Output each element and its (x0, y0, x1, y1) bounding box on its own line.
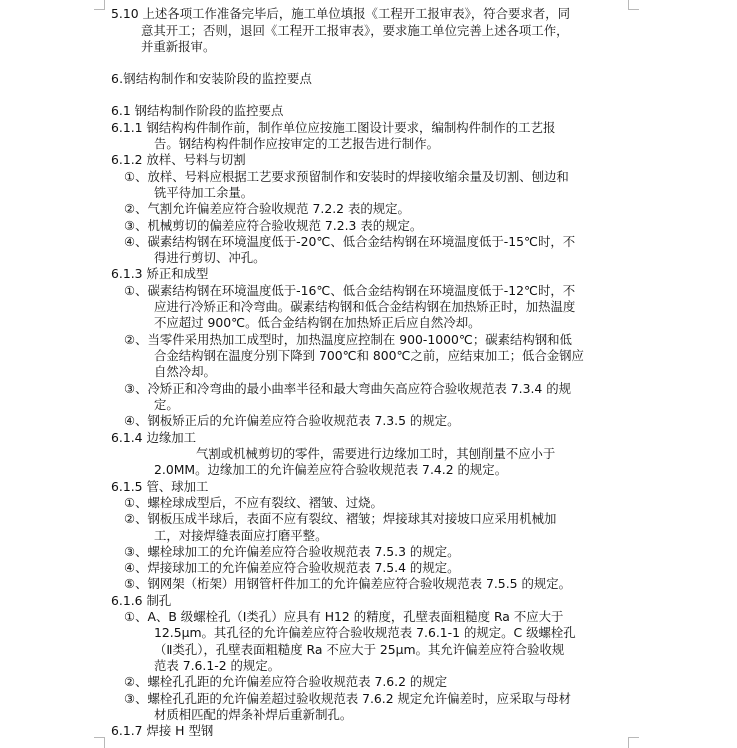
item-6-1-5-1: ①、螺栓球成型后，不应有裂纹、褶皱、过烧。 (124, 495, 383, 510)
paragraph-5-10-line-2: 意其开工；否则，退回《工程开工报审表》，要求施工单位完善上述各项工作， (141, 23, 569, 38)
crop-mark-bottom-left (94, 737, 105, 748)
item-6-1-2-4-line-2: 得进行剪切、冲孔。 (154, 250, 266, 265)
item-6-1-3-3-line-1: ③、冷矫正和冷弯曲的最小曲率半径和最大弯曲矢高应符合验收规范表 7.3.4 的规 (124, 381, 572, 396)
item-6-1-5-4: ④、焊接球加工的允许偏差应符合验收规范表 7.5.4 的规定。 (124, 560, 460, 575)
item-6-1-6-1-line-3: （Ⅱ类孔），孔壁表面粗糙度 Ra 不应大于 25μm。其允许偏差应符合验收规 (154, 642, 565, 657)
item-6-1-4-heading: 6.1.4 边缘加工 (111, 430, 197, 445)
item-6-1-2-heading: 6.1.2 放样、号料与切割 (111, 152, 246, 167)
item-6-1-6-1-line-1: ①、A、B 级螺栓孔（Ⅰ类孔）应具有 H12 的精度，孔壁表面粗糙度 Ra 不应大于 (124, 609, 564, 624)
item-6-1-2-3: ③、机械剪切的偏差应符合验收规范 7.2.3 表的规定。 (124, 218, 423, 233)
item-6-1-2-4-line-1: ④、碳素结构钢在环境温度低于-20℃、低合金结构钢在环境温度低于-15℃时，不 (124, 234, 576, 249)
item-6-1-6-1-line-4: 范表 7.6.1-2 的规定。 (154, 658, 281, 673)
item-6-1-3-4: ④、钢板矫正后的允许偏差应符合验收规范表 7.3.5 的规定。 (124, 413, 460, 428)
item-6-1-5-2-line-1: ②、钢板压成半球后，表面不应有裂纹、褶皱；焊接球其对接坡口应采用机械加 (124, 511, 557, 526)
crop-mark-top-left (94, 0, 105, 10)
item-6-1-4-line-2: 2.0MM。边缘加工的允许偏差应符合验收规范表 7.4.2 的规定。 (154, 462, 508, 477)
item-6-1-2-1-line-2: 铣平待加工余量。 (154, 185, 254, 200)
item-6-1-3-2-line-3: 自然冷却。 (154, 364, 216, 379)
item-6-1-2-2: ②、气割允许偏差应符合验收规范 7.2.2 表的规定。 (124, 201, 410, 216)
item-6-1-6-heading: 6.1.6 制孔 (111, 593, 172, 608)
item-6-1-1-line-1: 6.1.1 钢结构构件制作前，制作单位应按施工图设计要求，编制构件制作的工艺报 (111, 120, 556, 135)
item-6-1-3-2-line-2: 合金结构钢在温度分别下降到 700℃和 800℃之前，应结束加工；低合金钢应 (154, 348, 584, 363)
paragraph-5-10-line-3: 并重新报审。 (141, 39, 216, 54)
item-6-1-6-3-line-2: 材质相匹配的焊条补焊后重新制孔。 (154, 707, 353, 722)
item-6-1-5-3: ③、螺栓球加工的允许偏差应符合验收规范表 7.5.3 的规定。 (124, 544, 460, 559)
item-6-1-2-1-line-1: ①、放样、号料应根据工艺要求预留制作和安装时的焊接收缩余量及切割、刨边和 (124, 169, 569, 184)
crop-mark-bottom-right (628, 737, 639, 748)
item-6-1-6-1-line-2: 12.5μm。其孔径的允许偏差应符合验收规范表 7.6.1-1 的规定。C 级螺栓孔 (154, 625, 576, 640)
item-6-1-3-1-line-3: 不应超过 900℃。低合金结构钢在加热矫正后应自然冷却。 (154, 315, 481, 330)
item-6-1-3-2-line-1: ②、当零件采用热加工成型时，加热温度应控制在 900-1000℃；碳素结构钢和低 (124, 332, 572, 347)
section-6-1-heading: 6.1 钢结构制作阶段的监控要点 (111, 103, 284, 118)
item-6-1-4-line-1: 气割或机械剪切的零件，需要进行边缘加工时，其刨削量不应小于 (196, 446, 556, 461)
item-6-1-6-3-line-1: ③、螺栓孔孔距的允许偏差超过验收规范表 7.6.2 规定允许偏差时，应采取与母材 (124, 691, 572, 706)
item-6-1-7-heading: 6.1.7 焊接 H 型钢 (111, 723, 214, 738)
item-6-1-5-5: ⑤、钢网架（桁架）用钢管杆件加工的允许偏差应符合验收规范表 7.5.5 的规定。 (124, 576, 572, 591)
crop-mark-top-right (628, 0, 639, 10)
item-6-1-3-3-line-2: 定。 (154, 397, 179, 412)
item-6-1-1-line-2: 告。钢结构构件制作应按审定的工艺报告进行制作。 (154, 136, 439, 151)
item-6-1-3-heading: 6.1.3 矫正和成型 (111, 266, 209, 281)
paragraph-5-10-line-1: 5.10 上述各项工作准备完毕后，施工单位填报《工程开工报审表》，符合要求者，同 (111, 6, 570, 21)
item-6-1-5-heading: 6.1.5 管、球加工 (111, 479, 209, 494)
item-6-1-6-2: ②、螺栓孔孔距的允许偏差应符合验收规范表 7.6.2 的规定 (124, 674, 448, 689)
item-6-1-3-1-line-1: ①、碳素结构钢在环境温度低于-16℃、低合金结构钢在环境温度低于-12℃时，不 (124, 283, 576, 298)
item-6-1-3-1-line-2: 应进行冷矫正和冷弯曲。碳素结构钢和低合金结构钢在加热矫正时，加热温度 (154, 299, 576, 314)
section-6-heading: 6.钢结构制作和安装阶段的监控要点 (111, 71, 313, 86)
item-6-1-5-2-line-2: 工，对接焊缝表面应打磨平整。 (154, 528, 328, 543)
